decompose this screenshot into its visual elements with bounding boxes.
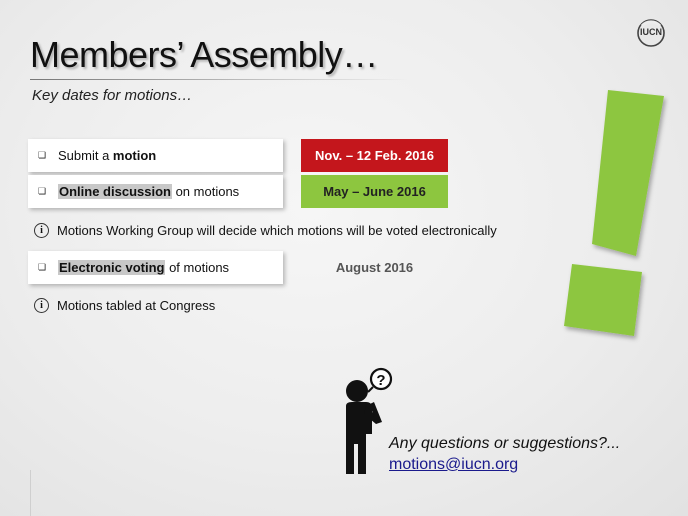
info-icon: i [34,223,49,238]
task-label [58,139,156,172]
exclamation-mark-icon [560,84,670,344]
info-icon: i [34,298,49,313]
checkbox-bullet-icon: ❏ [38,150,47,160]
decorative-line [30,470,31,516]
date-label-voting: August 2016 [335,260,414,275]
info-row-working-group [34,223,497,239]
info-text: Motions tabled at Congress [57,298,216,313]
task-highlight: motion [112,148,157,163]
info-text: Motions Working Group will decide which motions will be voted electronically [57,223,497,238]
date-badge-submit: Nov. – 12 Feb. 2016 [301,139,448,172]
checkbox-bullet-icon: ❏ [38,262,47,272]
date-badge-discussion: May – June 2016 [301,175,448,208]
task-label [58,175,239,208]
task-suffix: of motions [165,260,230,275]
task-highlight: Online discussion [59,184,171,199]
logo-text: IUCN [640,27,662,37]
task-submit-motion [28,139,283,172]
task-prefix: Submit a [58,148,113,163]
task-online-discussion [28,175,283,208]
task-electronic-voting [28,251,283,284]
task-label [58,251,229,284]
question-prompt: Any questions or suggestions?... [389,435,621,452]
svg-text:?: ? [376,372,386,389]
checkbox-bullet-icon: ❏ [38,186,47,196]
task-suffix: on motions [171,184,240,199]
task-highlight: Electronic voting [59,260,165,275]
slide-subtitle: Key dates for motions… [32,87,193,104]
contact-email-link[interactable]: motions@iucn.org [389,456,519,473]
title-underline [30,79,410,80]
iucn-logo-icon [636,18,666,48]
slide-title: Members’ Assembly… [30,34,378,75]
info-row-congress [34,298,215,314]
